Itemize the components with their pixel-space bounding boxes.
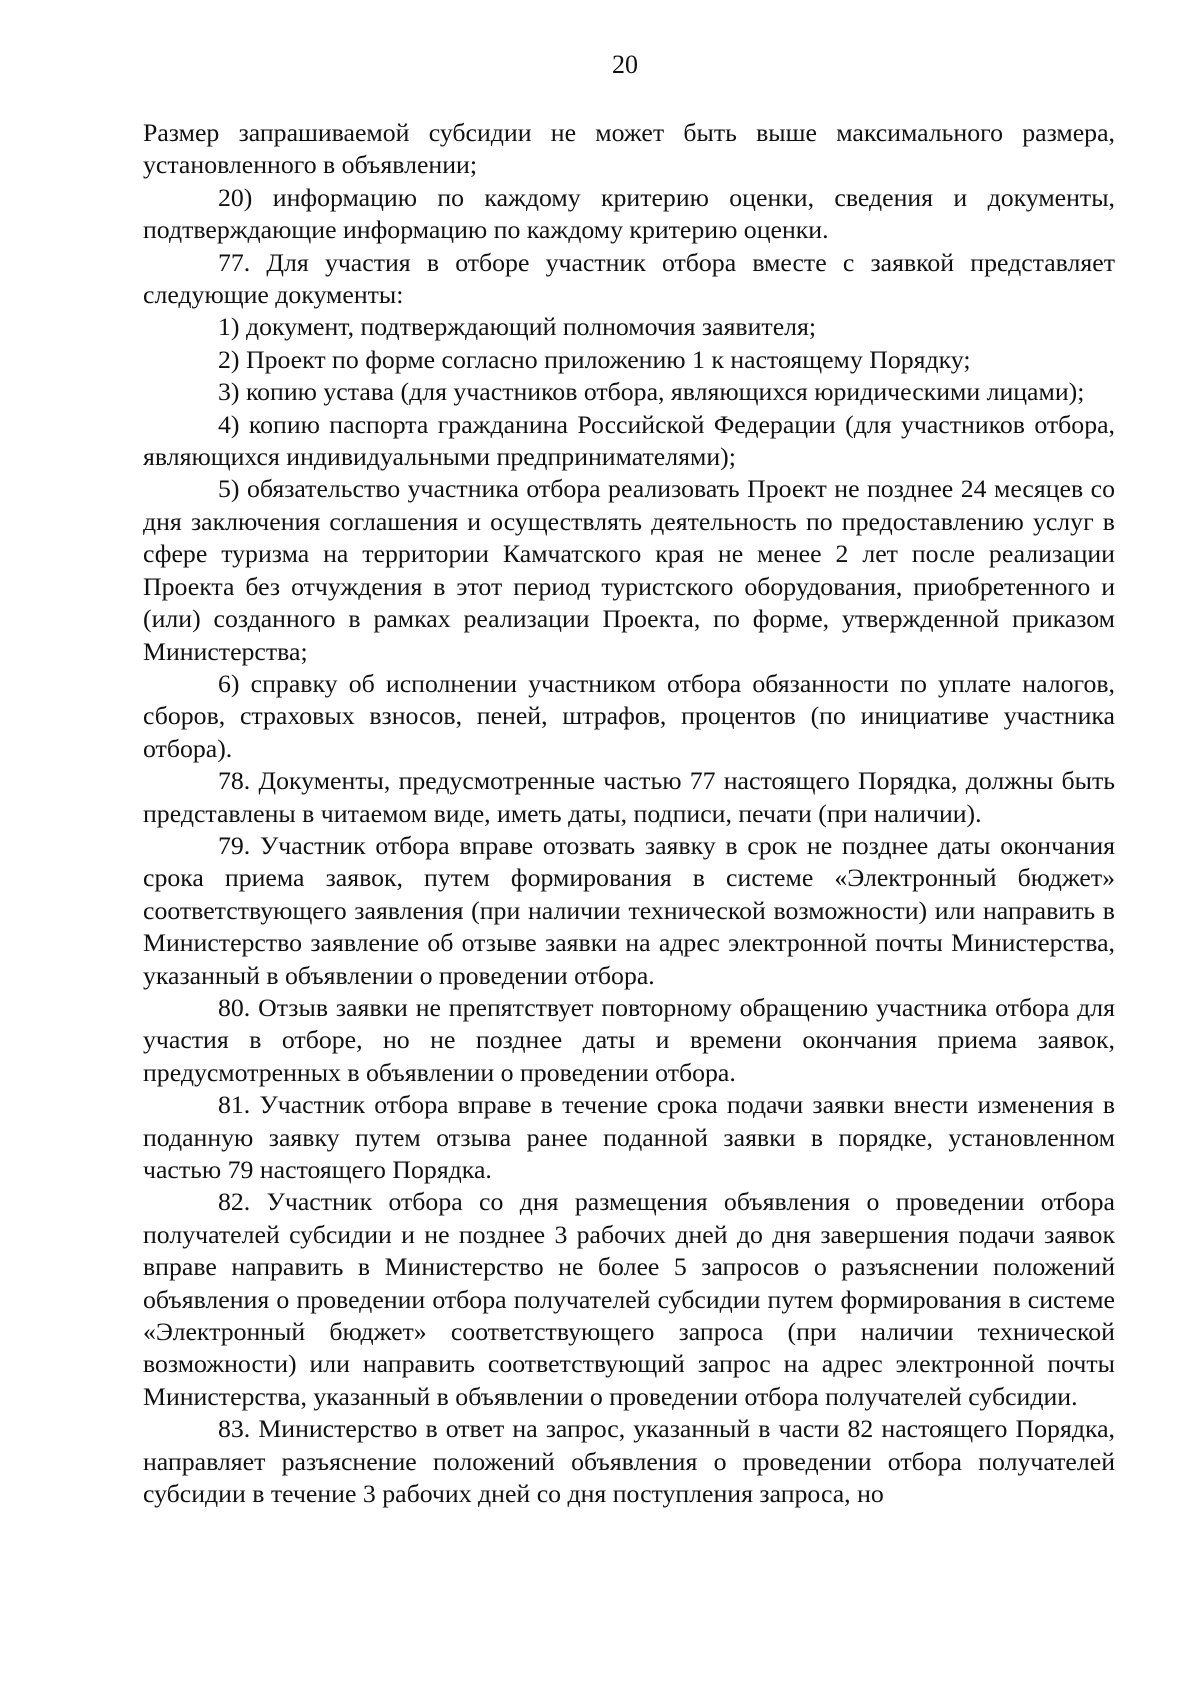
paragraph-77-item-2: 2) Проект по форме согласно приложению 1 к настоящему Порядку; [218, 344, 971, 374]
paragraph-77-item-5: 5) обязательство участника отбора реализовать Проект не позднее 24 месяцев со дня заключения соглашения и осуществлять деятельность по предоставлению услуг в сфере туризма на территории Камчатского края не менее 2 лет после реализации Проекта без отчуждения в этот период туристского оборудования, приобретенного и (или) созданного в рамках реализации Проекта, по форме, утвержденной приказом Министерства; [143, 474, 1115, 666]
paragraph-82: 82. Участник отбора со дня размещения объявления о проведении отбора получателей субсидии и не позднее 3 рабочих дней до дня завершения подачи заявок вправе направить в Министерство не более 5 запросов о разъяснении положений объявления о проведении отбора получателей субсидии путем формирования в системе «Электронный бюджет» соответствующего запроса (при наличии технической возможности) или направить соответствующий запрос на адрес электронной почты Министерства, указанный в объявлении о проведении отбора получателей субсидии. [143, 1187, 1115, 1411]
paragraph-77: 77. Для участия в отборе участник отбора вместе с заявкой представляет следующие документы: [143, 247, 1115, 310]
paragraph-77-item-1: 1) документ, подтверждающий полномочия заявителя; [218, 312, 817, 342]
paragraph-item-20: 20) информацию по каждому критерию оценки, сведения и документы, подтверждающие информацию по каждому критерию оценки. [143, 182, 1115, 245]
paragraph-83: 83. Министерство в ответ на запрос, указанный в части 82 настоящего Порядка, направляет разъяснение положений объявления о проведении отбора получателей субсидии в течение 3 рабочих дней со дня поступления запроса, но [143, 1414, 1115, 1509]
paragraph-78: 78. Документы, предусмотренные частью 77 настоящего Порядка, должны быть представлены в читаемом виде, иметь даты, подписи, печати (при наличии). [143, 766, 1115, 828]
document-body [143, 117, 1115, 1510]
page-number: 20 [612, 50, 638, 79]
paragraph-77-item-3: 3) копию устава (для участников отбора, являющихся юридическими лицами); [218, 377, 1085, 407]
paragraph-80: 80. Отзыв заявки не препятствует повторному обращению участника отбора для участия в отборе, но не позднее даты и времени окончания приема заявок, предусмотренных в объявлении о проведении отбора. [143, 992, 1115, 1087]
paragraph-77-item-6: 6) справку об исполнении участником отбора обязанности по уплате налогов, сборов, страховых взносов, пеней, штрафов, процентов (по инициативе участника отбора). [143, 668, 1115, 763]
paragraph-81: 81. Участник отбора вправе в течение срока подачи заявки внести изменения в поданную заявку путем отзыва ранее поданной заявки в порядке, установленном частью 79 настоящего Порядка. [143, 1090, 1115, 1184]
paragraph-continuation: Размер запрашиваемой субсидии не может быть выше максимального размера, установленного в объявлении; [143, 118, 1115, 180]
paragraph-79: 79. Участник отбора вправе отозвать заявку в срок не позднее даты окончания срока приема заявок, путем формирования в системе «Электронный бюджет» соответствующего заявления (при наличии технической возможности) или направить в Министерство заявление об отзыве заявки на адрес электронной почты Министерства, указанный в объявлении о проведении отбора. [143, 830, 1115, 990]
paragraph-77-item-4: 4) копию паспорта гражданина Российской Федерации (для участников отбора, являющихся индивидуальными предпринимателями); [143, 409, 1115, 472]
